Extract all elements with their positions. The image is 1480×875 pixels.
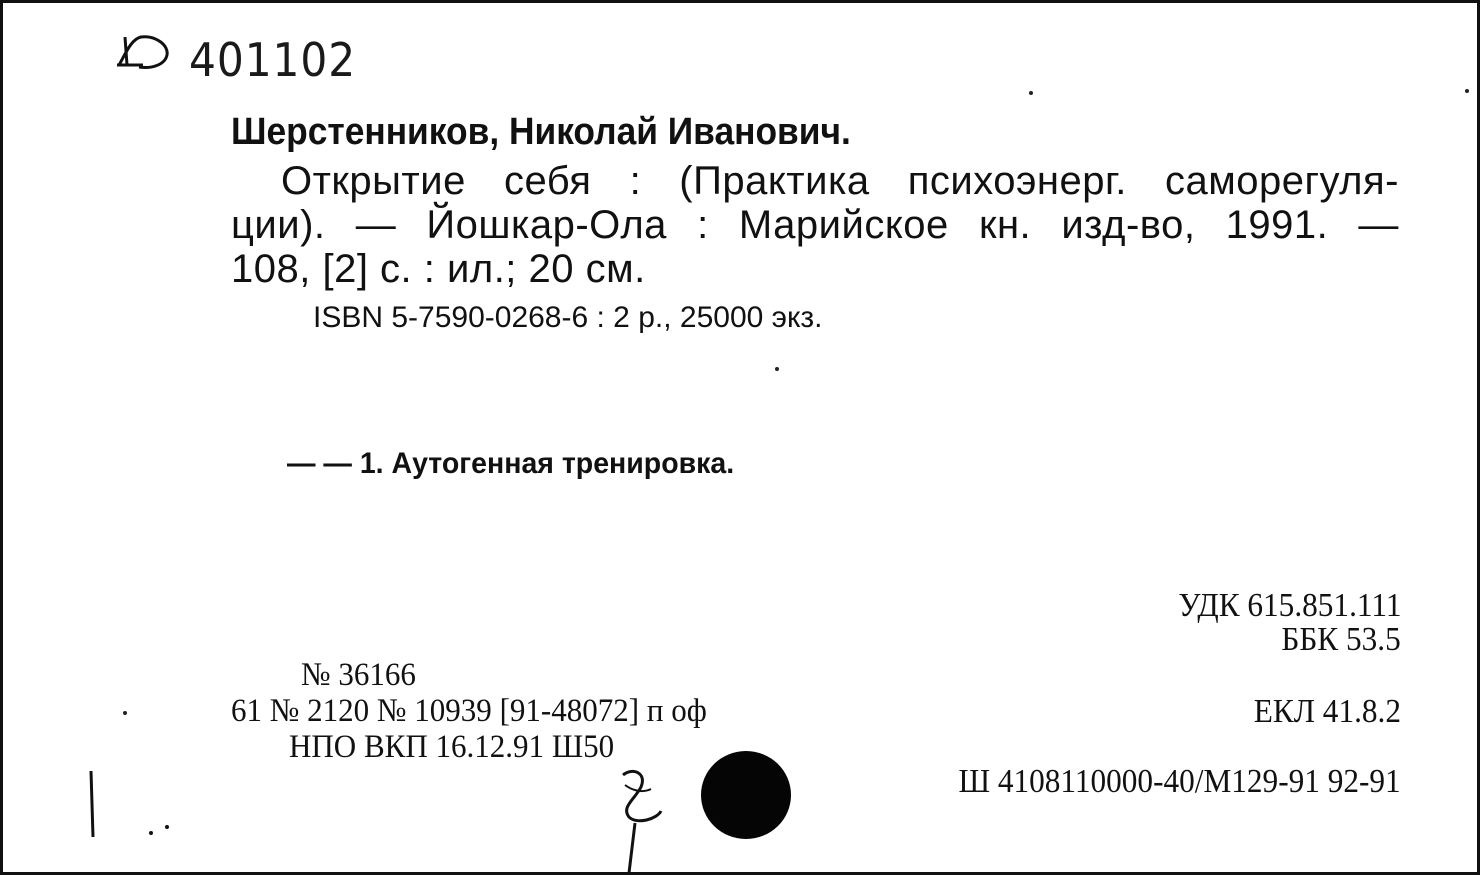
isbn-line: ISBN 5-7590-0268-6 : 2 р., 25000 экз.: [313, 301, 823, 334]
description-word: Открытие: [281, 159, 466, 203]
description-word: 1991.: [1225, 203, 1329, 247]
ink-speck: [775, 367, 779, 371]
ekl-code: ЕКЛ 41.8.2: [1253, 693, 1401, 730]
description-word: себя: [503, 159, 592, 203]
pencil-mark: [81, 767, 171, 847]
description-word: психоэнерг.: [907, 159, 1127, 203]
description-word: кн.: [978, 203, 1032, 247]
description-word: изд-во,: [1061, 203, 1196, 247]
subject-heading: — — 1. Аутогенная тренировка.: [287, 447, 735, 480]
description-word: Йошкар-Ола: [426, 203, 667, 247]
publication-code: Ш 4108110000-40/М129-91 92-91: [958, 763, 1401, 800]
punch-hole-dot: [701, 751, 791, 839]
author-heading: Шерстенников, Николай Иванович.: [231, 111, 851, 153]
ink-speck: [1029, 91, 1033, 95]
description-word: ции).: [231, 203, 326, 247]
description-word: :: [629, 159, 642, 203]
issuer-line: НПО ВКП 16.12.91 Ш50: [289, 729, 615, 765]
print-record-line: 61 № 2120 № 10939 [91-48072] п оф: [231, 693, 707, 729]
accession-number: 401102: [189, 33, 357, 87]
description-word: Марийское: [738, 203, 949, 247]
description-word: (Практика: [679, 159, 870, 203]
description-word: саморегуля-: [1164, 159, 1399, 203]
record-number: № 36166: [301, 657, 416, 693]
description-word: —: [355, 203, 397, 247]
ink-speck: [123, 711, 127, 715]
handwritten-scribble: [603, 763, 673, 875]
udk-code: УДК 615.851.111: [1177, 587, 1401, 624]
description-line-2: [231, 203, 1399, 248]
description-word: :: [697, 203, 709, 247]
description-line-3: 108, [2] с. : ил.; 20 см.: [231, 247, 646, 291]
description-line-1: [281, 159, 1399, 204]
description-word: —: [1358, 203, 1399, 247]
handwritten-d-mark: [111, 25, 175, 75]
ink-speck: [1465, 89, 1469, 93]
bbk-code: ББК 53.5: [1281, 621, 1401, 658]
